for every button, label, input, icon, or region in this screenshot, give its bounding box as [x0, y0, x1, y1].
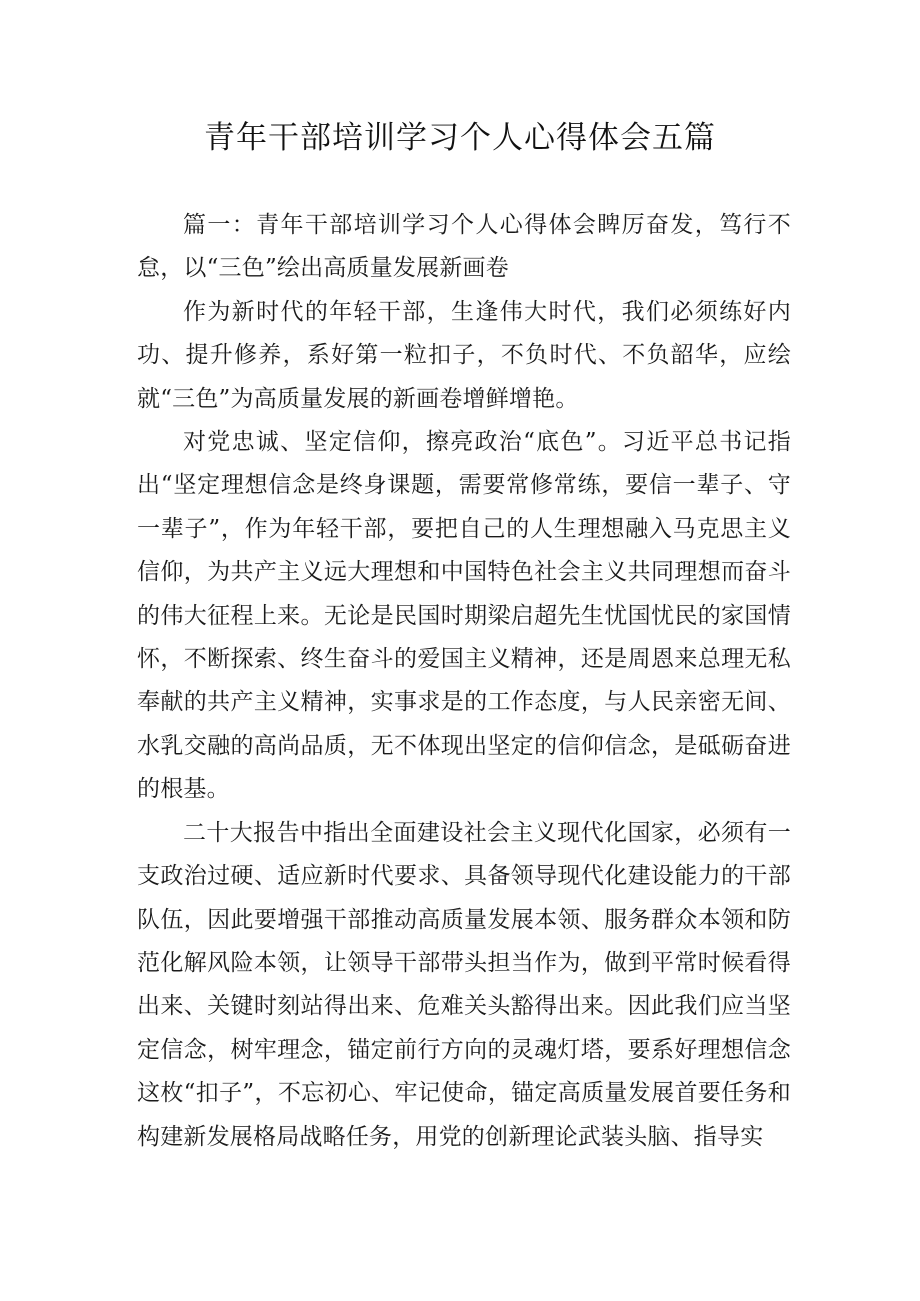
paragraph-section-heading: 篇一：青年干部培训学习个人心得体会睥厉奋发，笃行不怠，以“三色”绘出高质量发展新画卷	[137, 212, 791, 282]
paragraph-twentieth-congress: 二十大报告中指出全面建设社会主义现代化国家，必须有一支政治过硬、适应新时代要求、具备领导现代化建设能力的干部队伍，因此要增强干部推动高质量发展本领、服务群众本领和防范化解风险本领，让领导干部带头担当作为，做到平常时候看得出来、关键时刻站得出来、危难关头豁得出来。因此我们应当坚定信念，树牢理念，锚定前行方向的灵魂灯塔，要系好理想信念这枚“扣子”，不忘初心、牢记使命，锚定高质量发展首要任务和构建新发展格局战略任务，用党的创新理论武装头脑、指导实	[137, 819, 791, 1150]
document-body	[137, 204, 791, 1159]
paragraph-intro: 作为新时代的年轻干部，生逢伟大时代，我们必须练好内功、提升修养，系好第一粒扣子，不负时代、不负韶华，应绘就“三色”为高质量发展的新画卷增鲜增艳。	[137, 298, 791, 412]
document-title: 青年干部培训学习个人心得体会五篇	[204, 120, 716, 156]
paragraph-political-color: 对党忠诚、坚定信仰，擦亮政治“底色”。习近平总书记指出“坚定理想信念是终身课题，需要常修常练，要信一辈子、守一辈子”，作为年轻干部，要把自己的人生理想融入马克思主义信仰，为共产主义远大理想和中国特色社会主义共同理想而奋斗的伟大征程上来。无论是民国时期梁启超先生忧国忧民的家国情怀，不断探索、终生奋斗的爱国主义精神，还是周恩来总理无私奉献的共产主义精神，实事求是的工作态度，与人民亲密无间、水乳交融的高尚品质，无不体现出坚定的信仰信念，是砥砺奋进的根基。	[137, 429, 791, 803]
